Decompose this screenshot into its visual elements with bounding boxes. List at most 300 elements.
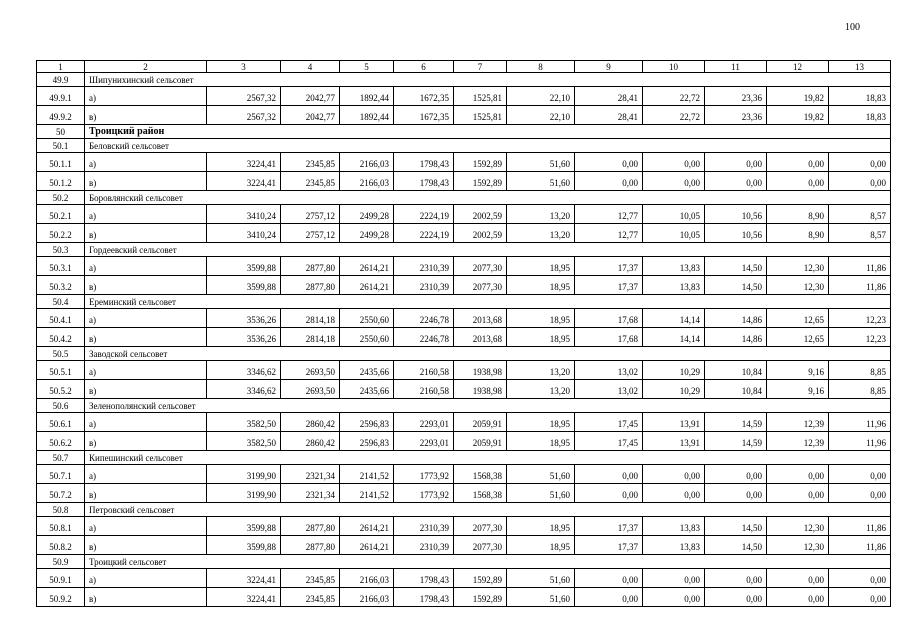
value-cell: 14,50 xyxy=(705,536,767,555)
value-cell: 2814,18 xyxy=(281,309,340,328)
value-cell: 12,77 xyxy=(575,224,643,243)
value-cell: 1672,35 xyxy=(394,106,454,125)
table-row xyxy=(37,413,891,432)
row-code: 50.3.2 xyxy=(37,276,85,295)
value-cell: 0,00 xyxy=(643,465,705,484)
row-variant: а) xyxy=(85,361,207,380)
value-cell: 0,00 xyxy=(829,484,891,503)
value-cell: 2860,42 xyxy=(281,432,340,451)
value-cell: 3224,41 xyxy=(207,172,281,191)
value-cell: 0,00 xyxy=(829,172,891,191)
row-variant: а) xyxy=(85,569,207,588)
value-cell: 10,84 xyxy=(705,380,767,399)
value-cell: 51,60 xyxy=(507,484,575,503)
settlement-row xyxy=(37,347,891,361)
value-cell: 17,45 xyxy=(575,413,643,432)
row-variant: а) xyxy=(85,413,207,432)
value-cell: 2166,03 xyxy=(340,153,394,172)
value-cell: 2077,30 xyxy=(454,257,507,276)
row-code: 50.1.2 xyxy=(37,172,85,191)
value-cell: 14,59 xyxy=(705,413,767,432)
settlement-name: Шипунихинский сельсовет xyxy=(85,73,891,87)
value-cell: 1672,35 xyxy=(394,87,454,106)
table-row xyxy=(37,224,891,243)
table-row xyxy=(37,328,891,347)
value-cell: 2002,59 xyxy=(454,224,507,243)
row-code: 50.7.2 xyxy=(37,484,85,503)
tariff-table xyxy=(36,60,891,607)
row-variant: в) xyxy=(85,432,207,451)
value-cell: 2877,80 xyxy=(281,276,340,295)
table-row xyxy=(37,106,891,125)
value-cell: 0,00 xyxy=(643,569,705,588)
value-cell: 11,96 xyxy=(829,413,891,432)
value-cell: 0,00 xyxy=(829,153,891,172)
value-cell: 2166,03 xyxy=(340,588,394,607)
row-variant: в) xyxy=(85,328,207,347)
value-cell: 14,86 xyxy=(705,328,767,347)
row-variant: в) xyxy=(85,224,207,243)
settlement-row xyxy=(37,191,891,205)
row-variant: в) xyxy=(85,380,207,399)
value-cell: 8,90 xyxy=(767,224,829,243)
settlement-row xyxy=(37,139,891,153)
value-cell: 13,83 xyxy=(643,536,705,555)
value-cell: 22,10 xyxy=(507,106,575,125)
value-cell: 2877,80 xyxy=(281,257,340,276)
settlement-row xyxy=(37,399,891,413)
row-variant: а) xyxy=(85,257,207,276)
value-cell: 1592,89 xyxy=(454,569,507,588)
column-number-cell: 2 xyxy=(85,61,207,73)
value-cell: 17,37 xyxy=(575,257,643,276)
column-number-cell: 7 xyxy=(454,61,507,73)
row-code: 50.1.1 xyxy=(37,153,85,172)
row-variant: а) xyxy=(85,87,207,106)
table-row xyxy=(37,276,891,295)
value-cell: 1798,43 xyxy=(394,588,454,607)
value-cell: 2013,68 xyxy=(454,328,507,347)
value-cell: 2141,52 xyxy=(340,465,394,484)
value-cell: 18,95 xyxy=(507,257,575,276)
row-variant: в) xyxy=(85,536,207,555)
value-cell: 13,20 xyxy=(507,361,575,380)
value-cell: 17,68 xyxy=(575,328,643,347)
value-cell: 0,00 xyxy=(575,569,643,588)
column-number-cell: 12 xyxy=(767,61,829,73)
value-cell: 12,23 xyxy=(829,328,891,347)
value-cell: 12,30 xyxy=(767,536,829,555)
value-cell: 1892,44 xyxy=(340,87,394,106)
value-cell: 3224,41 xyxy=(207,588,281,607)
value-cell: 19,82 xyxy=(767,87,829,106)
value-cell: 13,20 xyxy=(507,380,575,399)
row-code: 49.9 xyxy=(37,73,85,87)
value-cell: 2077,30 xyxy=(454,276,507,295)
settlement-row xyxy=(37,555,891,569)
value-cell: 3224,41 xyxy=(207,569,281,588)
value-cell: 1938,98 xyxy=(454,361,507,380)
value-cell: 13,91 xyxy=(643,432,705,451)
value-cell: 2077,30 xyxy=(454,536,507,555)
value-cell: 13,83 xyxy=(643,257,705,276)
row-code: 50.1 xyxy=(37,139,85,153)
table-row xyxy=(37,87,891,106)
value-cell: 2614,21 xyxy=(340,276,394,295)
row-variant: в) xyxy=(85,484,207,503)
value-cell: 12,65 xyxy=(767,309,829,328)
value-cell: 18,95 xyxy=(507,309,575,328)
row-code: 50.9.1 xyxy=(37,569,85,588)
value-cell: 3346,62 xyxy=(207,380,281,399)
value-cell: 12,23 xyxy=(829,309,891,328)
settlement-row xyxy=(37,451,891,465)
settlement-row xyxy=(37,243,891,257)
value-cell: 2550,60 xyxy=(340,309,394,328)
table-row xyxy=(37,465,891,484)
row-code: 49.9.1 xyxy=(37,87,85,106)
value-cell: 3346,62 xyxy=(207,361,281,380)
row-code: 50.5 xyxy=(37,347,85,361)
table-row xyxy=(37,380,891,399)
value-cell: 3224,41 xyxy=(207,153,281,172)
value-cell: 0,00 xyxy=(829,465,891,484)
table-row xyxy=(37,361,891,380)
value-cell: 22,72 xyxy=(643,87,705,106)
value-cell: 2246,78 xyxy=(394,328,454,347)
value-cell: 12,30 xyxy=(767,276,829,295)
table-row xyxy=(37,569,891,588)
row-code: 50.8.2 xyxy=(37,536,85,555)
settlement-name: Петровский сельсовет xyxy=(85,503,891,517)
value-cell: 13,83 xyxy=(643,276,705,295)
value-cell: 1938,98 xyxy=(454,380,507,399)
value-cell: 17,37 xyxy=(575,536,643,555)
row-code: 50.2.1 xyxy=(37,205,85,224)
value-cell: 3599,88 xyxy=(207,536,281,555)
value-cell: 13,20 xyxy=(507,205,575,224)
value-cell: 2614,21 xyxy=(340,517,394,536)
value-cell: 14,50 xyxy=(705,276,767,295)
table-row xyxy=(37,257,891,276)
value-cell: 0,00 xyxy=(767,153,829,172)
value-cell: 2877,80 xyxy=(281,536,340,555)
column-number-cell: 4 xyxy=(281,61,340,73)
value-cell: 2435,66 xyxy=(340,361,394,380)
value-cell: 0,00 xyxy=(705,588,767,607)
value-cell: 11,86 xyxy=(829,536,891,555)
value-cell: 12,77 xyxy=(575,205,643,224)
value-cell: 13,02 xyxy=(575,380,643,399)
value-cell: 1773,92 xyxy=(394,484,454,503)
row-code: 50.4.1 xyxy=(37,309,85,328)
value-cell: 2814,18 xyxy=(281,328,340,347)
value-cell: 14,59 xyxy=(705,432,767,451)
value-cell: 8,57 xyxy=(829,205,891,224)
value-cell: 1568,38 xyxy=(454,465,507,484)
table-row xyxy=(37,309,891,328)
row-code: 50.9.2 xyxy=(37,588,85,607)
value-cell: 17,45 xyxy=(575,432,643,451)
value-cell: 10,29 xyxy=(643,361,705,380)
row-code: 50.8.1 xyxy=(37,517,85,536)
row-code: 50.5.2 xyxy=(37,380,85,399)
value-cell: 17,37 xyxy=(575,276,643,295)
value-cell: 13,02 xyxy=(575,361,643,380)
row-variant: а) xyxy=(85,205,207,224)
value-cell: 1773,92 xyxy=(394,465,454,484)
column-number-cell: 9 xyxy=(575,61,643,73)
value-cell: 2499,28 xyxy=(340,224,394,243)
value-cell: 3410,24 xyxy=(207,224,281,243)
page-number: 100 xyxy=(845,22,860,33)
value-cell: 2059,91 xyxy=(454,413,507,432)
row-code: 50.9 xyxy=(37,555,85,569)
row-variant: в) xyxy=(85,172,207,191)
value-cell: 0,00 xyxy=(575,484,643,503)
district-name: Троицкий район xyxy=(85,125,891,139)
value-cell: 0,00 xyxy=(705,569,767,588)
value-cell: 18,95 xyxy=(507,536,575,555)
value-cell: 1798,43 xyxy=(394,569,454,588)
value-cell: 11,86 xyxy=(829,257,891,276)
settlement-name: Беловский сельсовет xyxy=(85,139,891,153)
value-cell: 2550,60 xyxy=(340,328,394,347)
value-cell: 3536,26 xyxy=(207,309,281,328)
value-cell: 28,41 xyxy=(575,87,643,106)
value-cell: 22,10 xyxy=(507,87,575,106)
value-cell: 2567,32 xyxy=(207,87,281,106)
value-cell: 1592,89 xyxy=(454,153,507,172)
row-code: 50.6 xyxy=(37,399,85,413)
value-cell: 13,83 xyxy=(643,517,705,536)
column-number-cell: 11 xyxy=(705,61,767,73)
table-row xyxy=(37,517,891,536)
settlement-name: Гордеевский сельсовет xyxy=(85,243,891,257)
value-cell: 51,60 xyxy=(507,465,575,484)
value-cell: 8,85 xyxy=(829,361,891,380)
value-cell: 14,14 xyxy=(643,309,705,328)
value-cell: 2693,50 xyxy=(281,380,340,399)
value-cell: 2013,68 xyxy=(454,309,507,328)
value-cell: 2002,59 xyxy=(454,205,507,224)
table-row xyxy=(37,432,891,451)
value-cell: 10,84 xyxy=(705,361,767,380)
value-cell: 2166,03 xyxy=(340,569,394,588)
value-cell: 2310,39 xyxy=(394,276,454,295)
value-cell: 2042,77 xyxy=(281,106,340,125)
value-cell: 51,60 xyxy=(507,153,575,172)
value-cell: 2757,12 xyxy=(281,205,340,224)
value-cell: 2160,58 xyxy=(394,361,454,380)
value-cell: 0,00 xyxy=(575,153,643,172)
value-cell: 0,00 xyxy=(575,588,643,607)
value-cell: 10,56 xyxy=(705,205,767,224)
value-cell: 1568,38 xyxy=(454,484,507,503)
value-cell: 2345,85 xyxy=(281,569,340,588)
column-number-cell: 10 xyxy=(643,61,705,73)
row-variant: а) xyxy=(85,465,207,484)
value-cell: 2077,30 xyxy=(454,517,507,536)
value-cell: 0,00 xyxy=(643,153,705,172)
column-number-cell: 1 xyxy=(37,61,85,73)
value-cell: 9,16 xyxy=(767,380,829,399)
row-variant: а) xyxy=(85,309,207,328)
value-cell: 2310,39 xyxy=(394,536,454,555)
value-cell: 2614,21 xyxy=(340,536,394,555)
value-cell: 12,39 xyxy=(767,413,829,432)
value-cell: 28,41 xyxy=(575,106,643,125)
value-cell: 12,39 xyxy=(767,432,829,451)
value-cell: 14,14 xyxy=(643,328,705,347)
row-code: 50.3.1 xyxy=(37,257,85,276)
value-cell: 2224,19 xyxy=(394,224,454,243)
value-cell: 1525,81 xyxy=(454,87,507,106)
value-cell: 9,16 xyxy=(767,361,829,380)
value-cell: 2345,85 xyxy=(281,172,340,191)
row-code: 50.2 xyxy=(37,191,85,205)
settlement-name: Заводской сельсовет xyxy=(85,347,891,361)
value-cell: 2160,58 xyxy=(394,380,454,399)
value-cell: 1892,44 xyxy=(340,106,394,125)
value-cell: 12,30 xyxy=(767,257,829,276)
value-cell: 3199,90 xyxy=(207,484,281,503)
value-cell: 2042,77 xyxy=(281,87,340,106)
value-cell: 1798,43 xyxy=(394,172,454,191)
row-variant: в) xyxy=(85,276,207,295)
column-number-cell: 5 xyxy=(340,61,394,73)
value-cell: 0,00 xyxy=(575,172,643,191)
settlement-name: Боровлянский сельсовет xyxy=(85,191,891,205)
settlement-row xyxy=(37,73,891,87)
value-cell: 2246,78 xyxy=(394,309,454,328)
value-cell: 0,00 xyxy=(643,484,705,503)
district-row xyxy=(37,125,891,139)
row-code: 50.8 xyxy=(37,503,85,517)
value-cell: 1592,89 xyxy=(454,588,507,607)
value-cell: 0,00 xyxy=(767,588,829,607)
value-cell: 0,00 xyxy=(829,588,891,607)
table-row xyxy=(37,172,891,191)
value-cell: 12,30 xyxy=(767,517,829,536)
row-code: 50.3 xyxy=(37,243,85,257)
value-cell: 2567,32 xyxy=(207,106,281,125)
value-cell: 10,29 xyxy=(643,380,705,399)
value-cell: 3582,50 xyxy=(207,432,281,451)
row-code: 50.7 xyxy=(37,451,85,465)
value-cell: 18,95 xyxy=(507,517,575,536)
value-cell: 2321,34 xyxy=(281,465,340,484)
row-code: 50 xyxy=(37,125,85,139)
value-cell: 2614,21 xyxy=(340,257,394,276)
value-cell: 2693,50 xyxy=(281,361,340,380)
value-cell: 2345,85 xyxy=(281,153,340,172)
value-cell: 51,60 xyxy=(507,588,575,607)
value-cell: 0,00 xyxy=(767,465,829,484)
row-code: 50.6.2 xyxy=(37,432,85,451)
row-variant: в) xyxy=(85,588,207,607)
column-number-cell: 8 xyxy=(507,61,575,73)
value-cell: 0,00 xyxy=(767,172,829,191)
value-cell: 2310,39 xyxy=(394,257,454,276)
value-cell: 18,83 xyxy=(829,87,891,106)
value-cell: 1592,89 xyxy=(454,172,507,191)
value-cell: 2345,85 xyxy=(281,588,340,607)
value-cell: 14,50 xyxy=(705,517,767,536)
value-cell: 0,00 xyxy=(767,484,829,503)
value-cell: 2877,80 xyxy=(281,517,340,536)
value-cell: 0,00 xyxy=(575,465,643,484)
value-cell: 14,50 xyxy=(705,257,767,276)
value-cell: 51,60 xyxy=(507,172,575,191)
value-cell: 10,05 xyxy=(643,224,705,243)
value-cell: 3199,90 xyxy=(207,465,281,484)
value-cell: 23,36 xyxy=(705,106,767,125)
value-cell: 2166,03 xyxy=(340,172,394,191)
value-cell: 12,65 xyxy=(767,328,829,347)
table-row xyxy=(37,153,891,172)
value-cell: 3582,50 xyxy=(207,413,281,432)
value-cell: 14,86 xyxy=(705,309,767,328)
value-cell: 11,86 xyxy=(829,517,891,536)
row-code: 50.6.1 xyxy=(37,413,85,432)
value-cell: 18,95 xyxy=(507,432,575,451)
value-cell: 10,05 xyxy=(643,205,705,224)
value-cell: 0,00 xyxy=(829,569,891,588)
column-number-row xyxy=(37,61,891,73)
value-cell: 1525,81 xyxy=(454,106,507,125)
value-cell: 3599,88 xyxy=(207,517,281,536)
value-cell: 2310,39 xyxy=(394,517,454,536)
row-variant: а) xyxy=(85,153,207,172)
value-cell: 17,68 xyxy=(575,309,643,328)
value-cell: 18,95 xyxy=(507,328,575,347)
row-code: 50.4 xyxy=(37,295,85,309)
table-body xyxy=(37,61,891,607)
value-cell: 11,96 xyxy=(829,432,891,451)
table-row xyxy=(37,205,891,224)
value-cell: 2860,42 xyxy=(281,413,340,432)
value-cell: 2293,01 xyxy=(394,432,454,451)
value-cell: 2499,28 xyxy=(340,205,394,224)
row-code: 50.2.2 xyxy=(37,224,85,243)
value-cell: 13,20 xyxy=(507,224,575,243)
row-code: 50.4.2 xyxy=(37,328,85,347)
settlement-name: Кипешинский сельсовет xyxy=(85,451,891,465)
value-cell: 22,72 xyxy=(643,106,705,125)
table-row xyxy=(37,536,891,555)
value-cell: 2293,01 xyxy=(394,413,454,432)
value-cell: 2141,52 xyxy=(340,484,394,503)
row-variant: в) xyxy=(85,106,207,125)
value-cell: 3599,88 xyxy=(207,257,281,276)
value-cell: 17,37 xyxy=(575,517,643,536)
value-cell: 18,95 xyxy=(507,276,575,295)
value-cell: 51,60 xyxy=(507,569,575,588)
value-cell: 8,85 xyxy=(829,380,891,399)
table-row xyxy=(37,588,891,607)
table-row xyxy=(37,484,891,503)
value-cell: 2596,83 xyxy=(340,432,394,451)
settlement-name: Троицкий сельсовет xyxy=(85,555,891,569)
value-cell: 23,36 xyxy=(705,87,767,106)
settlement-row xyxy=(37,295,891,309)
value-cell: 8,90 xyxy=(767,205,829,224)
value-cell: 3410,24 xyxy=(207,205,281,224)
column-number-cell: 6 xyxy=(394,61,454,73)
column-number-cell: 13 xyxy=(829,61,891,73)
row-variant: а) xyxy=(85,517,207,536)
